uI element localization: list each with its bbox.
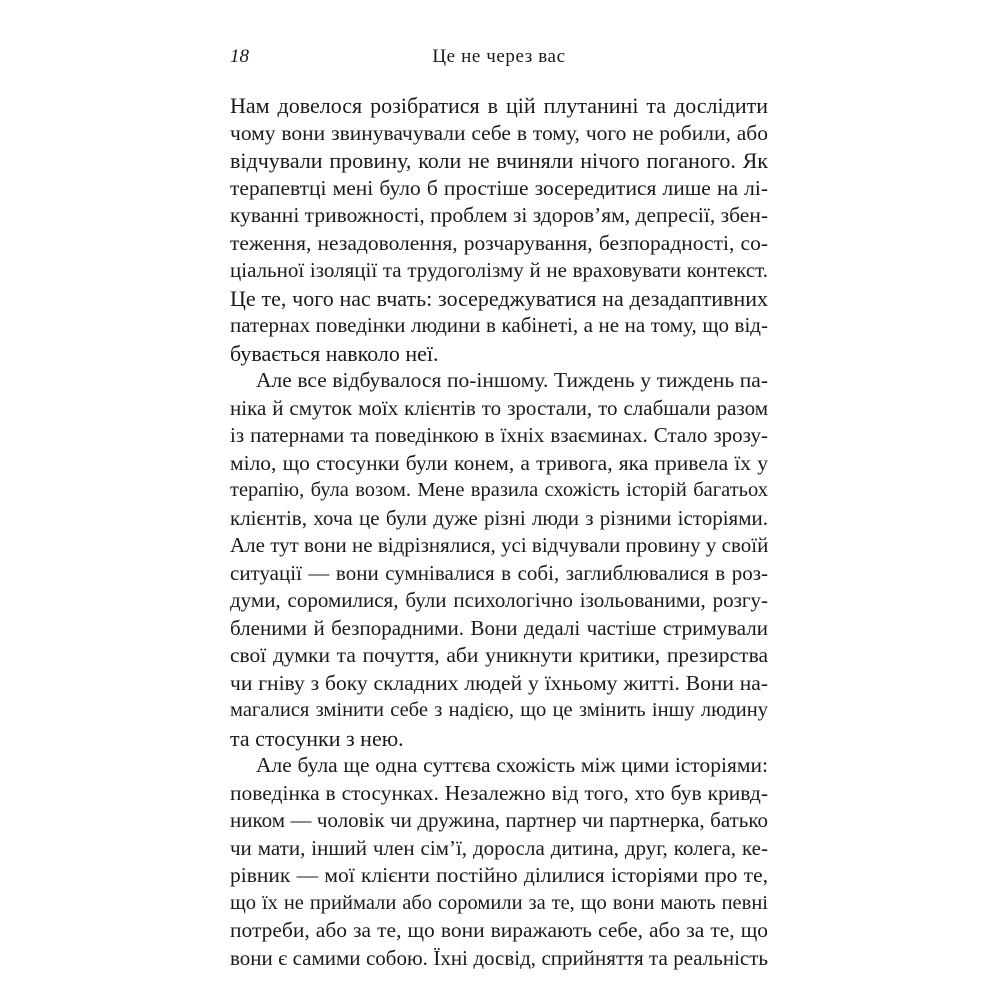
body-line: куванні тривожності, проблем зі здоров’ям, депресії, збен- (230, 203, 768, 227)
body-line: терапевтці мені було б простіше зосередитися лише на лі- (230, 175, 768, 200)
body-line: чому вони звинувачували себе в тому, чого не робили, або (230, 120, 768, 145)
body-line: чи гніву з боку складних людей у їхньому житті. Вони на- (230, 670, 768, 695)
body-line: магалися змінити себе з надією, що це змінить іншу людину (230, 699, 768, 721)
body-line: клієнтів, хоча це були дуже різні люди з різними історіями. (230, 505, 768, 530)
body-line: патернах поведінки людини в кабінеті, а не на тому, що від- (230, 313, 768, 337)
body-line: та стосунки з нею. (230, 725, 404, 751)
paragraph-first-line: Але була ще одна суттєва схожість між цими історіями: (256, 753, 768, 777)
body-line: бувається навколо неї. (230, 340, 439, 366)
body-line: терапію, була возом. Мене вразила схожість історій багатьох (230, 479, 768, 501)
body-line: Нам довелося розібратися в цій плутанині та дослідити (230, 93, 768, 118)
body-line: відчували провину, коли не вчиняли нічого поганого. Як (230, 148, 768, 173)
body-line: думи, соромилися, були психологічно ізольованими, розгу- (230, 588, 768, 612)
body-line: що їх не приймали або соромили за те, що вони мають певні (230, 891, 768, 914)
page-number: 18 (230, 46, 249, 67)
body-line: бленими й безпорадними. Вони дедалі частіше стримували (230, 615, 768, 640)
body-line: ніка й смуток моїх клієнтів то зростали, то слабшали разом (230, 395, 768, 420)
body-line: із патернами та поведінкою в їхніх взаєминах. Стало зрозу- (230, 423, 768, 447)
body-line: Але тут вони не відрізнялися, усі відчували провину у своїй (230, 533, 769, 557)
body-line: ситуації — вони сумнівалися в собі, заглиблювалися в роз- (230, 560, 768, 585)
running-head-title: Це не через вас (432, 46, 566, 67)
body-line: рівник — мої клієнти постійно ділилися історіями про те, (230, 863, 768, 887)
body-line: поведінка в стосунках. Незалежно від того, хто був кривд- (230, 780, 768, 805)
body-line: ником — чоловік чи дружина, партнер чи партнерка, батько (230, 808, 768, 832)
paragraph-first-line: Але все відбувалося по-іншому. Тиждень у тиждень па- (256, 368, 768, 392)
body-line: вони є самими собою. Їхні досвід, сприйняття та реальність (230, 945, 768, 970)
body-line: Це те, чого нас вчать: зосереджуватися на дезадаптивних (230, 285, 768, 311)
body-line: потреби, або за те, що вони виражають себе, або за те, що (230, 918, 768, 942)
body-line: свої думки та почуття, аби уникнути критики, презирства (230, 643, 768, 667)
body-line: теження, незадоволення, розчарування, безпорадності, со- (230, 230, 768, 255)
body-line: міло, що стосунки були конем, а тривога, яка привела їх у (230, 450, 768, 475)
body-line: чи мати, інший член сім’ї, доросла дитина, друг, колега, ке- (230, 835, 768, 860)
body-line: ціальної ізоляції та трудоголізму й не враховувати контекст. (230, 258, 768, 282)
